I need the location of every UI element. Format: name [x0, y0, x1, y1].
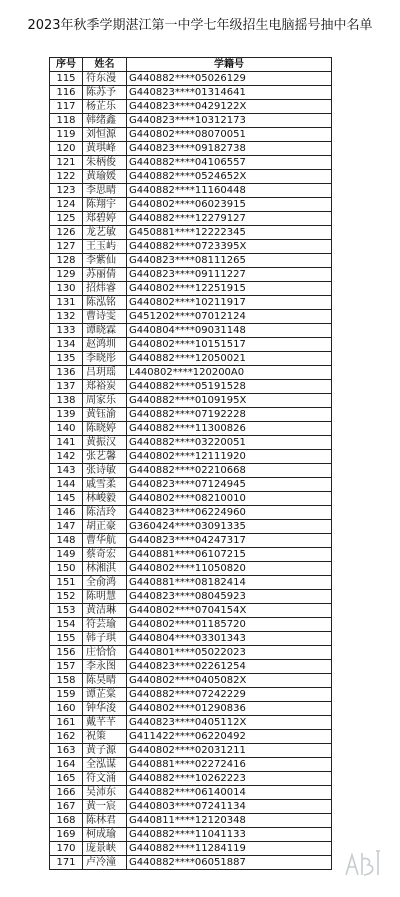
table-row [50, 128, 332, 142]
student-name-cell: 吕玥瑶 [83, 366, 127, 380]
student-name-cell: 黄琪峰 [83, 142, 127, 156]
student-id-cell: G440882****06140014 [127, 786, 332, 800]
student-id-cell: G440802****08210010 [127, 492, 332, 506]
student-id-cell: G440801****05022023 [127, 646, 332, 660]
table-row [50, 688, 332, 702]
student-name-cell: 韩子琪 [83, 632, 127, 646]
student-id-cell: G440882****10262223 [127, 772, 332, 786]
student-id-cell: G440823****06224960 [127, 506, 332, 520]
student-name-cell: 陈昊晴 [83, 674, 127, 688]
serial-cell: 159 [50, 688, 83, 702]
student-name-cell: 李永图 [83, 660, 127, 674]
table-row [50, 604, 332, 618]
student-id-cell: G440802****11050820 [127, 562, 332, 576]
serial-cell: 151 [50, 576, 83, 590]
table-row [50, 310, 332, 324]
serial-cell: 160 [50, 702, 83, 716]
serial-cell: 162 [50, 730, 83, 744]
table-row [50, 632, 332, 646]
student-name-cell: 黄瑜媛 [83, 170, 127, 184]
serial-cell: 126 [50, 226, 83, 240]
student-id-cell: G440802****01185720 [127, 618, 332, 632]
serial-cell: 120 [50, 142, 83, 156]
student-id-cell: G440823****08111265 [127, 254, 332, 268]
serial-cell: 163 [50, 744, 83, 758]
serial-cell: 117 [50, 100, 83, 114]
student-id-cell: G440823****09182738 [127, 142, 332, 156]
student-id-cell: G440823****07124945 [127, 478, 332, 492]
student-name-cell: 黄振汉 [83, 436, 127, 450]
student-name-cell: 陈晓婷 [83, 422, 127, 436]
student-name-cell: 胡正豪 [83, 520, 127, 534]
student-id-cell: G440802****08070051 [127, 128, 332, 142]
serial-cell: 142 [50, 450, 83, 464]
student-id-cell: G440881****02272416 [127, 758, 332, 772]
student-id-cell: G440881****08182414 [127, 576, 332, 590]
serial-cell: 167 [50, 800, 83, 814]
student-id-cell: G440802****10211917 [127, 296, 332, 310]
student-name-cell: 张诗敏 [83, 464, 127, 478]
student-id-cell: G440882****11160448 [127, 184, 332, 198]
table-row [50, 674, 332, 688]
table-row [50, 772, 332, 786]
table-row [50, 646, 332, 660]
student-name-cell: 吴沛东 [83, 786, 127, 800]
student-name-cell: 符芸瑜 [83, 618, 127, 632]
serial-cell: 156 [50, 646, 83, 660]
table-row [50, 506, 332, 520]
table-row [50, 366, 332, 380]
student-name-cell: 谭晓霖 [83, 324, 127, 338]
student-name-cell: 全泓谋 [83, 758, 127, 772]
student-name-cell: 庞景峡 [83, 842, 127, 856]
serial-cell: 131 [50, 296, 83, 310]
student-id-cell: G360424****03091335 [127, 520, 332, 534]
table-row [50, 520, 332, 534]
student-id-cell: G440882****04106557 [127, 156, 332, 170]
student-id-cell: G440803****07241134 [127, 800, 332, 814]
table-row [50, 184, 332, 198]
serial-cell: 139 [50, 408, 83, 422]
lottery-result-table [49, 57, 332, 870]
table-row [50, 156, 332, 170]
serial-cell: 158 [50, 674, 83, 688]
student-id-cell: G440882****0524652X [127, 170, 332, 184]
serial-cell: 118 [50, 114, 83, 128]
student-name-cell: 卢冷潼 [83, 856, 127, 870]
table-row [50, 562, 332, 576]
student-id-cell: G440882****11284119 [127, 842, 332, 856]
student-id-cell: G440823****0429122X [127, 100, 332, 114]
serial-cell: 119 [50, 128, 83, 142]
serial-cell: 166 [50, 786, 83, 800]
student-id-cell: G440882****07192228 [127, 408, 332, 422]
student-id-cell: G440823****10312173 [127, 114, 332, 128]
serial-cell: 152 [50, 590, 83, 604]
student-id-cell: G440804****09031148 [127, 324, 332, 338]
serial-cell: 116 [50, 86, 83, 100]
serial-cell: 161 [50, 716, 83, 730]
student-id-cell: G440882****11041133 [127, 828, 332, 842]
student-name-cell: 钟华浚 [83, 702, 127, 716]
student-name-cell: 陈翔宇 [83, 198, 127, 212]
table-row [50, 828, 332, 842]
table-row [50, 464, 332, 478]
table-row [50, 352, 332, 366]
serial-cell: 137 [50, 380, 83, 394]
table-row [50, 716, 332, 730]
serial-cell: 136 [50, 366, 83, 380]
student-id-cell: G440823****02261254 [127, 660, 332, 674]
table-row [50, 842, 332, 856]
student-name-cell: 龙艺敏 [83, 226, 127, 240]
student-name-cell: 李紫仙 [83, 254, 127, 268]
student-id-cell: G440882****05026129 [127, 72, 332, 86]
serial-cell: 165 [50, 772, 83, 786]
student-name-cell: 朱柄俊 [83, 156, 127, 170]
table-row [50, 282, 332, 296]
table-row [50, 450, 332, 464]
header-name: 姓名 [83, 58, 127, 72]
student-id-cell: G440802****06023915 [127, 198, 332, 212]
table-row [50, 492, 332, 506]
student-name-cell: 陈泓铭 [83, 296, 127, 310]
serial-cell: 130 [50, 282, 83, 296]
table-row [50, 338, 332, 352]
serial-cell: 149 [50, 548, 83, 562]
serial-cell: 168 [50, 814, 83, 828]
serial-cell: 140 [50, 422, 83, 436]
student-id-cell: G440811****12120348 [127, 814, 332, 828]
student-id-cell: G440802****01290836 [127, 702, 332, 716]
serial-cell: 144 [50, 478, 83, 492]
student-id-cell: G440882****0109195X [127, 394, 332, 408]
table-row [50, 800, 332, 814]
student-name-cell: 黄洁琳 [83, 604, 127, 618]
student-name-cell: 全俞鸿 [83, 576, 127, 590]
student-name-cell: 陈苏予 [83, 86, 127, 100]
student-id-cell: G440882****0723395X [127, 240, 332, 254]
student-name-cell: 林峻毅 [83, 492, 127, 506]
student-id-cell: G451202****07012124 [127, 310, 332, 324]
student-id-cell: L440802****120200A0 [127, 366, 332, 380]
student-id-cell: G440882****06051887 [127, 856, 332, 870]
serial-cell: 148 [50, 534, 83, 548]
table-row [50, 436, 332, 450]
serial-cell: 121 [50, 156, 83, 170]
table-row [50, 198, 332, 212]
student-id-cell: G440802****12111920 [127, 450, 332, 464]
student-name-cell: 黄子源 [83, 744, 127, 758]
serial-cell: 171 [50, 856, 83, 870]
student-id-cell: G440823****01314641 [127, 86, 332, 100]
table-row [50, 100, 332, 114]
table-row [50, 422, 332, 436]
table-row [50, 114, 332, 128]
student-name-cell: 苏丽倩 [83, 268, 127, 282]
table-row [50, 478, 332, 492]
serial-cell: 150 [50, 562, 83, 576]
student-name-cell: 郑裕炭 [83, 380, 127, 394]
serial-cell: 153 [50, 604, 83, 618]
table-row [50, 240, 332, 254]
student-name-cell: 柯成瑜 [83, 828, 127, 842]
student-id-cell: G440802****12251915 [127, 282, 332, 296]
student-id-cell: G411422****06220492 [127, 730, 332, 744]
student-id-cell: G440882****12050021 [127, 352, 332, 366]
student-name-cell: 招炜睿 [83, 282, 127, 296]
table-row [50, 548, 332, 562]
student-name-cell: 陈明慧 [83, 590, 127, 604]
serial-cell: 125 [50, 212, 83, 226]
student-id-cell: G440802****02031211 [127, 744, 332, 758]
serial-cell: 141 [50, 436, 83, 450]
serial-cell: 134 [50, 338, 83, 352]
student-name-cell: 陈林君 [83, 814, 127, 828]
table-row [50, 590, 332, 604]
serial-cell: 155 [50, 632, 83, 646]
serial-cell: 122 [50, 170, 83, 184]
student-name-cell: 曹诗雯 [83, 310, 127, 324]
student-id-cell: G440882****12279127 [127, 212, 332, 226]
student-name-cell: 陈洁玲 [83, 506, 127, 520]
student-name-cell: 曹华航 [83, 534, 127, 548]
serial-cell: 147 [50, 520, 83, 534]
student-name-cell: 戴芊芊 [83, 716, 127, 730]
student-id-cell: G440882****03220051 [127, 436, 332, 450]
page-title: 2023年秋季学期湛江第一中学七年级招生电脑摇号抽中名单 [27, 18, 373, 33]
table-row [50, 212, 332, 226]
table-row [50, 618, 332, 632]
student-name-cell: 李思晴 [83, 184, 127, 198]
table-row [50, 744, 332, 758]
table-row [50, 702, 332, 716]
serial-cell: 129 [50, 268, 83, 282]
table-row [50, 660, 332, 674]
student-id-cell: G440802****0405082X [127, 674, 332, 688]
serial-cell: 115 [50, 72, 83, 86]
student-name-cell: 祝策 [83, 730, 127, 744]
table-row [50, 814, 332, 828]
student-id-cell: G440823****08045923 [127, 590, 332, 604]
table-row [50, 730, 332, 744]
table-row [50, 394, 332, 408]
student-name-cell: 杨芷乐 [83, 100, 127, 114]
table-row [50, 296, 332, 310]
serial-cell: 170 [50, 842, 83, 856]
table-row [50, 408, 332, 422]
serial-cell: 128 [50, 254, 83, 268]
student-name-cell: 郑碧婷 [83, 212, 127, 226]
table-header-row [50, 58, 332, 72]
table-row [50, 268, 332, 282]
student-id-cell: G440882****02210668 [127, 464, 332, 478]
student-id-cell: G450881****12222345 [127, 226, 332, 240]
student-id-cell: G440881****06107215 [127, 548, 332, 562]
serial-cell: 138 [50, 394, 83, 408]
student-name-cell: 周家乐 [83, 394, 127, 408]
student-id-cell: G440823****04247317 [127, 534, 332, 548]
student-name-cell: 王玉屿 [83, 240, 127, 254]
serial-cell: 146 [50, 506, 83, 520]
student-id-cell: G440882****11300826 [127, 422, 332, 436]
table-row [50, 786, 332, 800]
student-name-cell: 谭芷棠 [83, 688, 127, 702]
table-row [50, 226, 332, 240]
table-row [50, 576, 332, 590]
student-name-cell: 赵鸿圳 [83, 338, 127, 352]
header-serial: 序号 [50, 58, 83, 72]
table-row [50, 170, 332, 184]
table-row [50, 72, 332, 86]
student-id-cell: G440802****10151517 [127, 338, 332, 352]
table-row [50, 324, 332, 338]
table-row [50, 758, 332, 772]
student-id-cell: G440882****07242229 [127, 688, 332, 702]
publisher-watermark-logo [342, 845, 384, 881]
table-row [50, 380, 332, 394]
student-id-cell: G440802****0704154X [127, 604, 332, 618]
student-id-cell: G440823****0405112X [127, 716, 332, 730]
serial-cell: 123 [50, 184, 83, 198]
table-row [50, 856, 332, 870]
serial-cell: 124 [50, 198, 83, 212]
serial-cell: 143 [50, 464, 83, 478]
table-body [50, 72, 332, 870]
serial-cell: 154 [50, 618, 83, 632]
student-name-cell: 韩绪鑫 [83, 114, 127, 128]
table-row [50, 86, 332, 100]
serial-cell: 133 [50, 324, 83, 338]
serial-cell: 127 [50, 240, 83, 254]
serial-cell: 169 [50, 828, 83, 842]
student-id-cell: G440882****05191528 [127, 380, 332, 394]
student-name-cell: 李晓彤 [83, 352, 127, 366]
student-name-cell: 张艺馨 [83, 450, 127, 464]
student-name-cell: 蔡奇宏 [83, 548, 127, 562]
serial-cell: 157 [50, 660, 83, 674]
table-row [50, 534, 332, 548]
student-name-cell: 林湘淇 [83, 562, 127, 576]
student-name-cell: 庄恰恰 [83, 646, 127, 660]
student-name-cell: 符东漫 [83, 72, 127, 86]
student-id-cell: G440823****09111227 [127, 268, 332, 282]
student-name-cell: 戚雪柔 [83, 478, 127, 492]
table-row [50, 142, 332, 156]
header-student-id: 学籍号 [127, 58, 332, 72]
student-name-cell: 符文涌 [83, 772, 127, 786]
serial-cell: 132 [50, 310, 83, 324]
serial-cell: 135 [50, 352, 83, 366]
serial-cell: 145 [50, 492, 83, 506]
student-id-cell: G440804****03301343 [127, 632, 332, 646]
serial-cell: 164 [50, 758, 83, 772]
student-name-cell: 黄一宸 [83, 800, 127, 814]
student-name-cell: 刘恒源 [83, 128, 127, 142]
student-name-cell: 黄钰渝 [83, 408, 127, 422]
table-row [50, 254, 332, 268]
